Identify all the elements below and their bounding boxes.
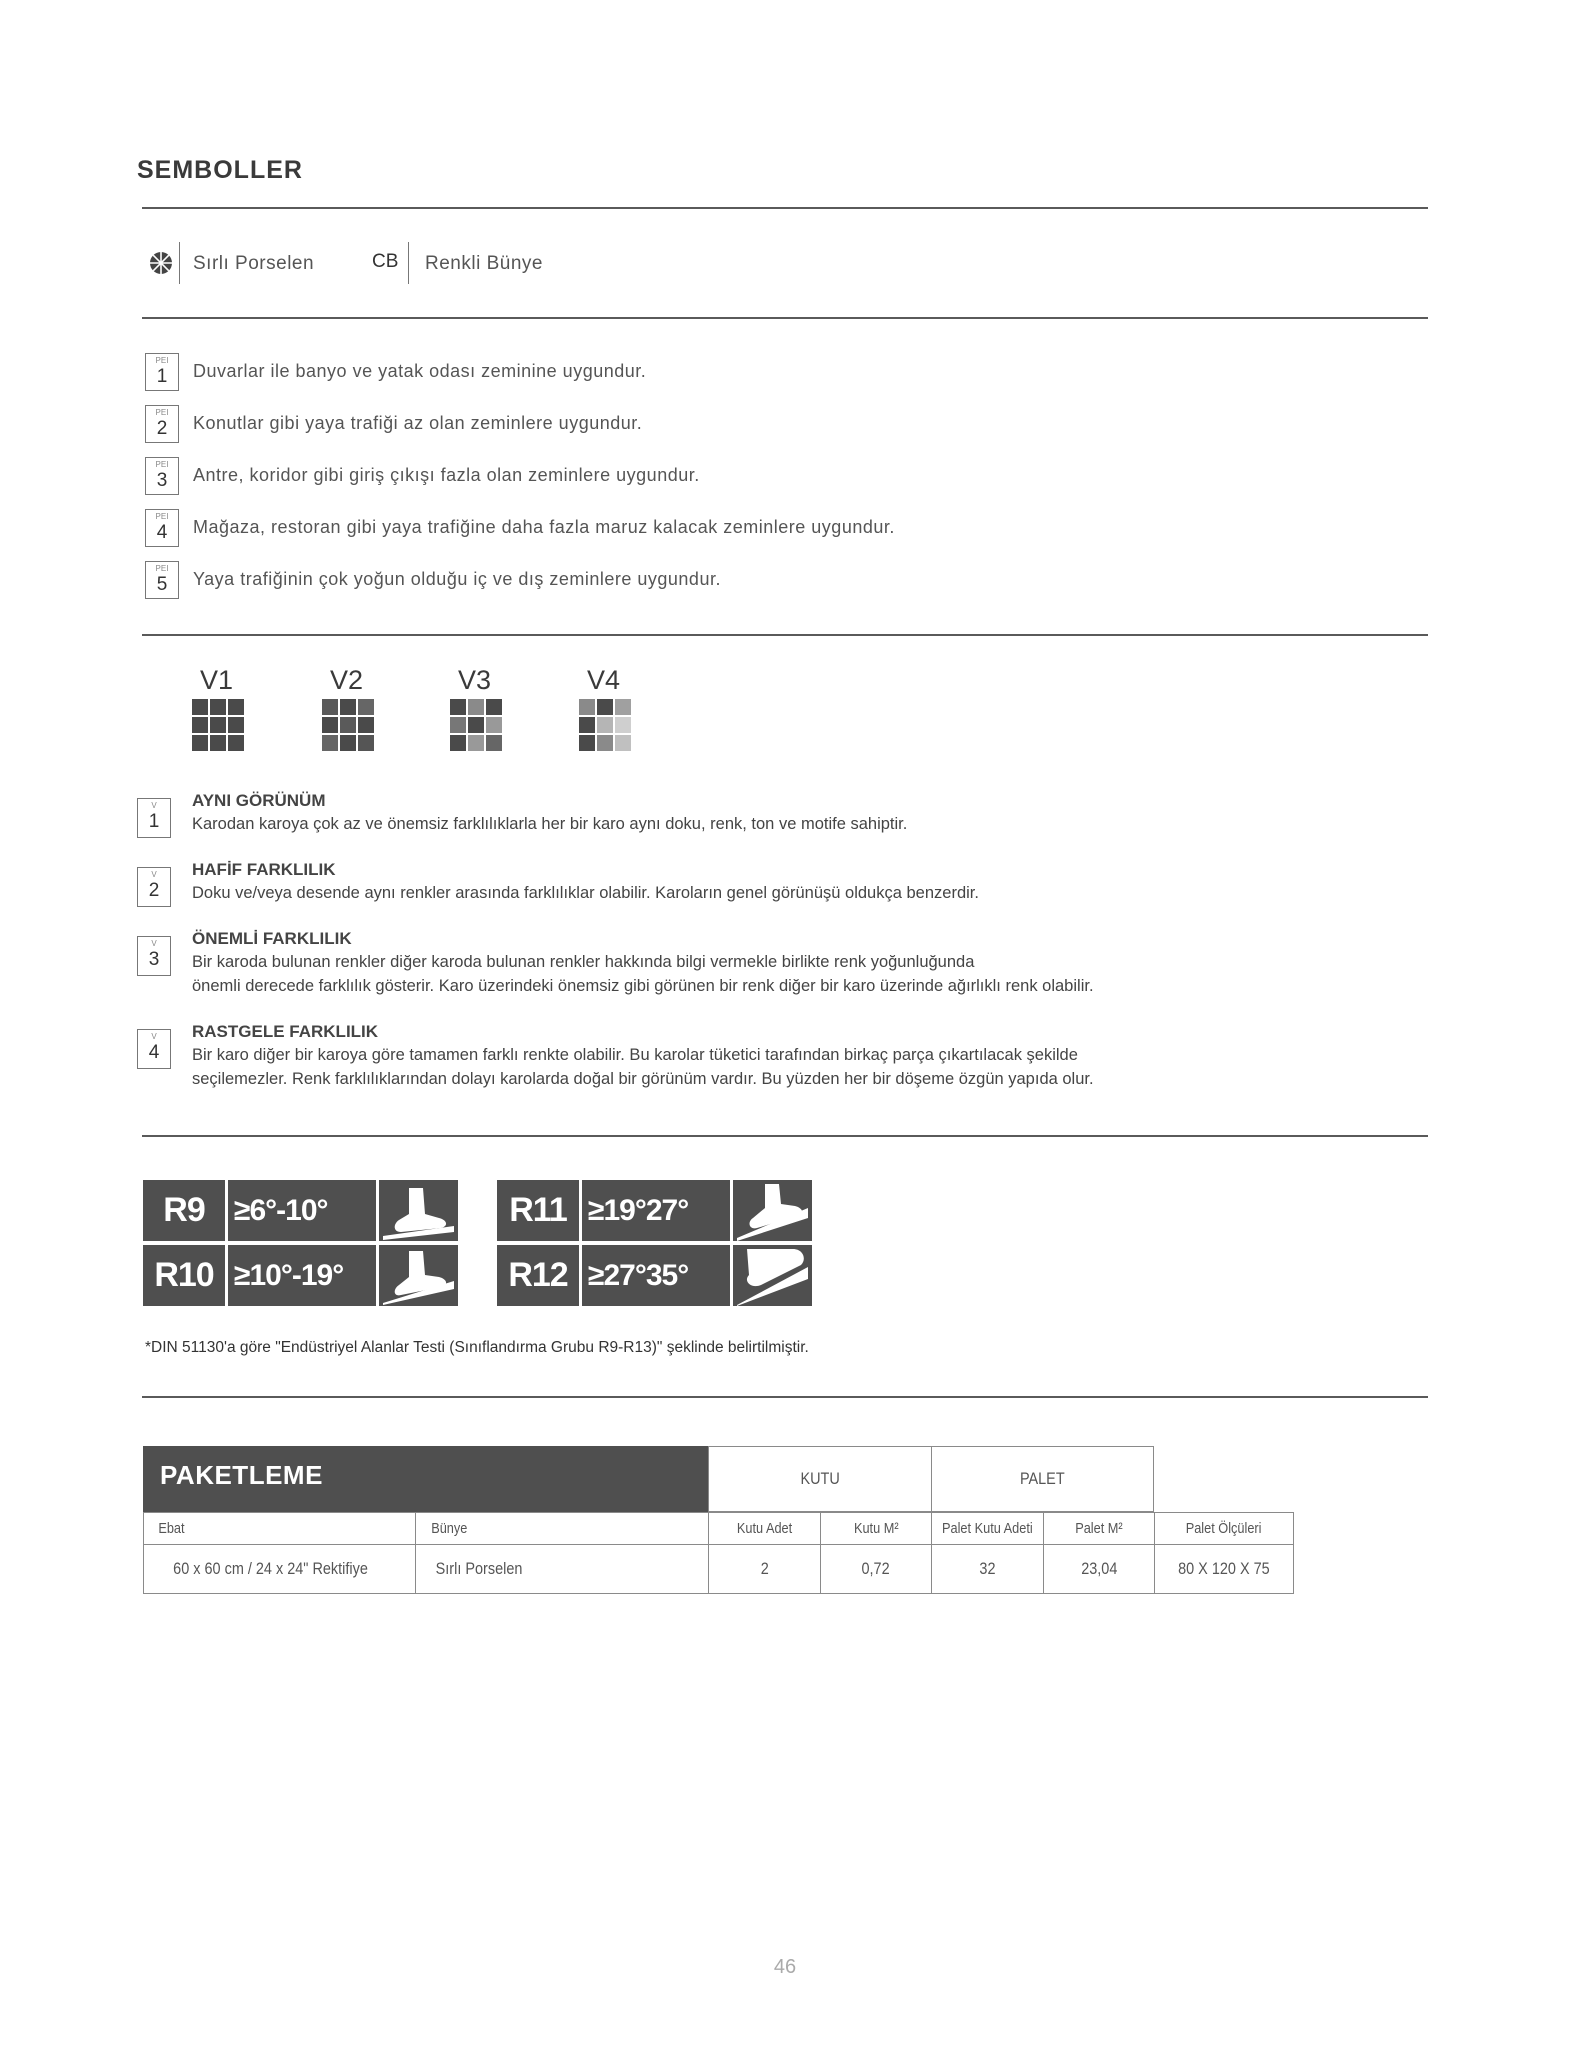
table-cell-box-count: 2 [708,1544,821,1594]
variation-heading-4: RASTGELE FARKLILIK [192,1022,379,1041]
tile [210,699,226,715]
variation-badge-4: V 4 [137,1029,171,1069]
tile [450,735,466,751]
tile [615,735,631,751]
divider [142,634,1428,636]
variation-label-v2: V2 [330,665,364,695]
column-header-box-m2: Kutu M² [820,1512,932,1545]
tile [468,717,484,733]
table-cell-size: 60 x 60 cm / 24 x 24" Rektifiye [143,1544,416,1594]
pei-text-1: Duvarlar ile banyo ve yatak odası zeminine uygundur. [193,361,647,381]
colored-body-symbol [368,242,409,284]
variation-text-2: Doku ve/veya desende aynı renkler arasında farklılıklar olabilir. Karoların genel görünüşü oldukça benzerdir. [192,884,979,902]
glazed-porcelain-icon [147,249,175,277]
divider [142,207,1428,209]
slip-angle-r12: ≥27°35° [582,1245,730,1306]
tile [615,699,631,715]
tile [228,735,244,751]
shoe-on-ramp-icon [733,1180,812,1241]
tile [450,699,466,715]
column-header-pallet-dimensions: Palet Ölçüleri [1154,1512,1294,1545]
pei-text-2: Konutlar gibi yaya trafiği az olan zeminlere uygundur. [193,413,643,433]
tile [358,735,374,751]
shoe-on-ramp-icon [733,1245,812,1306]
divider [142,1135,1428,1137]
variation-grid-v2 [322,699,374,751]
packaging-group-box-span: KUTU [708,1446,932,1512]
shoe-on-ramp-icon [379,1245,458,1306]
slip-angle-r9: ≥6°-10° [228,1180,376,1241]
variation-text-1: Karodan karoya çok az ve önemsiz farklılıklarla her bir karo aynı doku, renk, ton ve motife sahiptir. [192,815,908,833]
divider [142,317,1428,319]
variation-text-4a: Bir karo diğer bir karoya göre tamamen farklı renkte olabilir. Bu karolar tüketici tarafından birkaç parça çıkartılacak şekilde [192,1046,1078,1064]
pei-text-5: Yaya trafiğinin çok yoğun olduğu iç ve dış zeminlere uygundur. [193,569,721,589]
variation-label-v3: V3 [458,665,492,695]
tile [468,699,484,715]
pei-badge-2: PEI 2 [145,405,179,443]
symbol-label-colored-body: Renkli Bünye [425,253,543,274]
tile [358,717,374,733]
pei-badge-5: PEI 5 [145,561,179,599]
tile [228,717,244,733]
shoe-on-ramp-icon [379,1180,458,1241]
variation-text-4b: seçilemezler. Renk farklılıklarından dolayı karolarda doğal bir görünüm vardır. Bu yüzden her bir döşeme özgün yapıda olur. [192,1070,1094,1088]
pei-badge-4: PEI 4 [145,509,179,547]
tile [228,699,244,715]
symbol-label-glazed-porcelain: Sırlı Porselen [193,253,315,274]
packaging-title: PAKETLEME [143,1446,708,1512]
cb-icon: CB [372,251,399,272]
slip-footnote: *DIN 51130'a göre "Endüstriyel Alanlar Testi (Sınıflandırma Grubu R9-R13)" şeklinde belirtilmiştir. [145,1339,809,1356]
tile [579,735,595,751]
table-cell-pallet-dimensions: 80 X 120 X 75 [1154,1544,1294,1594]
variation-label-v1: V1 [200,665,234,695]
column-header-pallet-box-count: Palet Kutu Adeti [931,1512,1044,1545]
tile [468,735,484,751]
page-number: 46 [773,1956,797,1978]
tile [597,699,613,715]
pei-text-3: Antre, koridor gibi giriş çıkışı fazla olan zeminlere uygundur. [193,465,700,485]
tile [192,717,208,733]
glazed-porcelain-symbol [143,242,180,284]
tile [486,717,502,733]
pei-badge-3: PEI 3 [145,457,179,495]
tile [579,717,595,733]
page-title: SEMBOLLER [137,156,303,184]
variation-badge-2: V 2 [137,867,171,907]
tile [192,735,208,751]
slip-angle-r10: ≥10°-19° [228,1245,376,1306]
table-cell-body: Sırlı Porselen [415,1544,709,1594]
column-header-box-count: Kutu Adet [708,1512,821,1545]
tile [597,735,613,751]
variation-badge-3: V 3 [137,936,171,976]
tile [192,699,208,715]
tile [322,735,338,751]
column-header-pallet-m2: Palet M² [1043,1512,1155,1545]
slip-code-r10: R10 [143,1245,225,1306]
tile [340,699,356,715]
table-cell-box-m2: 0,72 [820,1544,932,1594]
variation-badge-1: V 1 [137,798,171,838]
column-header-body: Bünye [415,1512,709,1545]
pei-badge-1: PEI 1 [145,353,179,391]
table-cell-pallet-box-count: 32 [931,1544,1044,1594]
tile [210,735,226,751]
slip-code-r9: R9 [143,1180,225,1241]
tile [340,735,356,751]
tile [486,735,502,751]
tile [597,717,613,733]
variation-heading-1: AYNI GÖRÜNÜM [192,791,326,810]
slip-code-r12: R12 [497,1245,579,1306]
tile [322,699,338,715]
table-cell-pallet-m2: 23,04 [1043,1544,1155,1594]
column-header-size: Ebat [143,1512,416,1545]
tile [210,717,226,733]
variation-grid-v1 [192,699,244,751]
variation-grid-v4 [579,699,631,751]
slip-code-r11: R11 [497,1180,579,1241]
variation-heading-3: ÖNEMLİ FARKLILIK [192,929,352,948]
slip-angle-r11: ≥19°27° [582,1180,730,1241]
variation-text-3b: önemli derecede farklılık gösterir. Karo üzerindeki önemsiz gibi görünen bir renk diğer bir karo üzerinde ağırlıklı renk olabilir. [192,977,1094,995]
packaging-group-pallet: PALET [931,1446,1154,1512]
variation-label-v4: V4 [587,665,621,695]
tile [486,699,502,715]
variation-text-3a: Bir karoda bulunan renkler diğer karoda bulunan renkler hakkında bilgi vermekle birlikte renk yoğunluğunda [192,953,975,971]
tile [579,699,595,715]
variation-heading-2: HAFİF FARKLILIK [192,860,336,879]
tile [450,717,466,733]
variation-grid-v3 [450,699,502,751]
tile [340,717,356,733]
pei-text-4: Mağaza, restoran gibi yaya trafiğine daha fazla maruz kalacak zeminlere uygundur. [193,517,895,537]
divider [142,1396,1428,1398]
tile [615,717,631,733]
tile [322,717,338,733]
tile [358,699,374,715]
